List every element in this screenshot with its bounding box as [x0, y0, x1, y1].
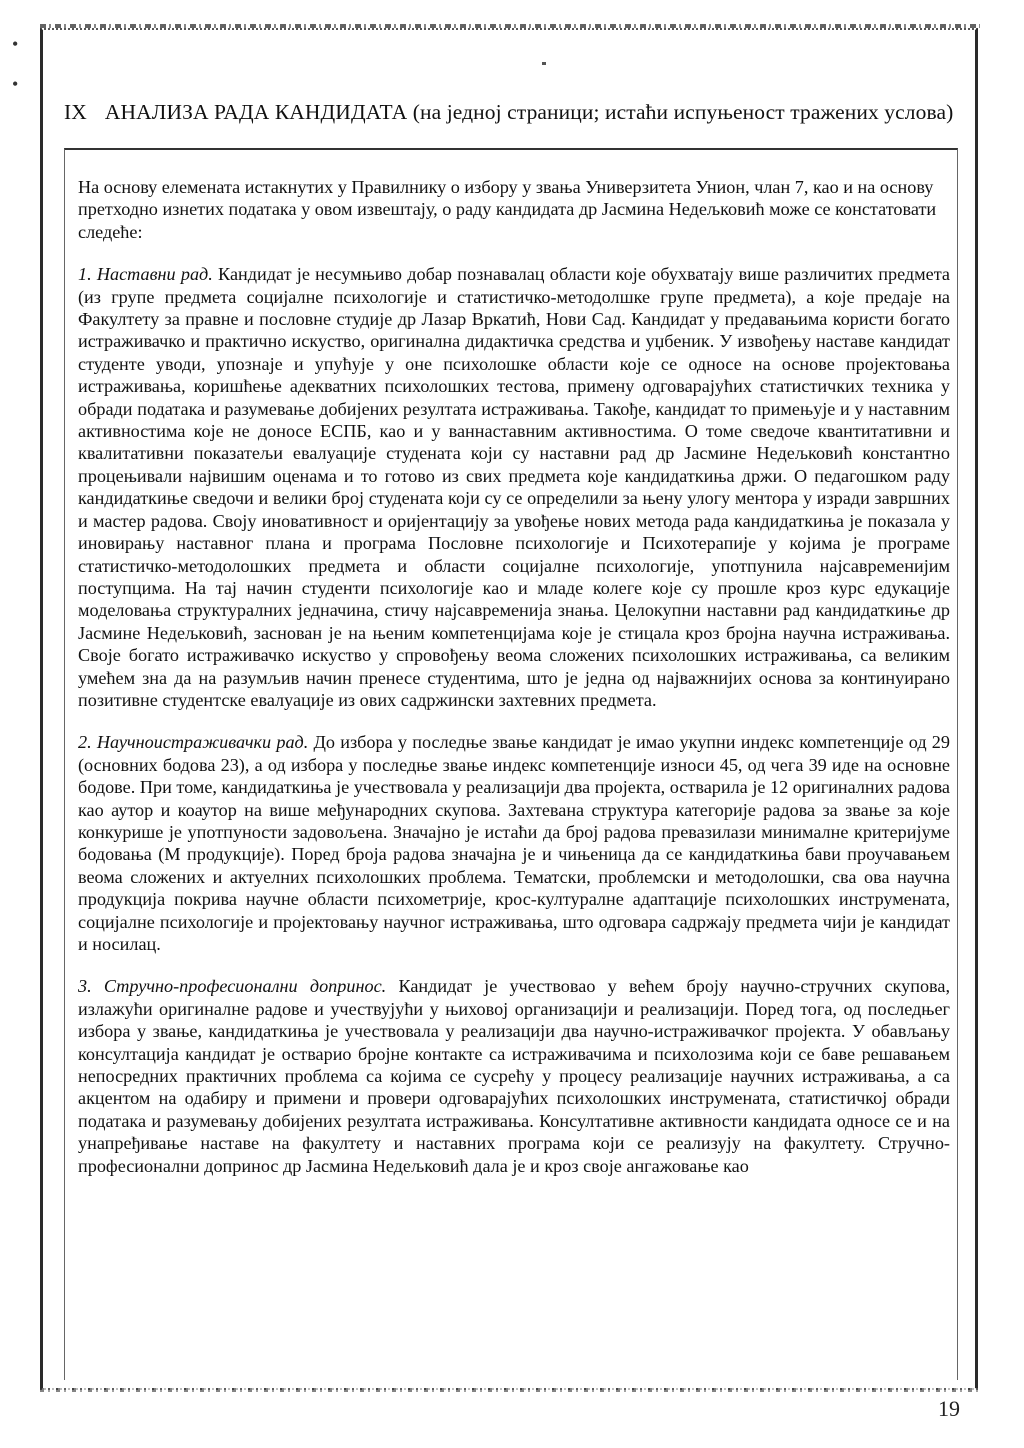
intro-paragraph: На основу елемената истакнутих у Правилнику о избору у звања Универзитета Унион, члан 7, као и на основу претходно изнетих података у овом извештају, о раду кандидата др Јасмина Недељковић може се констатовати следеће: [78, 177, 937, 242]
page-number: 19 [938, 1396, 960, 1421]
scan-smudge [542, 62, 546, 65]
body-text [78, 176, 950, 1177]
teaching-paragraph [78, 263, 950, 711]
professional-body: Кандидат је учествовао у већем броју научно-стручних скупова, излажући оригиналне радове и учествујући у њиховој организацији и реализацији. Поред тога, од последњег избора у звање, кандидаткиња је учествовала у реализацији два научно-истраживачког пројекта. У обављању консултација кандидат је остварио бројне контакте са истраживачима и психолозима који се баве решавањем непосредних практичних проблема са којима се сусрећу у процесу реализације научних истраживања, а са акцентом на одабиру и примени и провери одговарајућих психолошких инструмената, статистичкој обради података и разумевању добијених резултата истраживања. Консултативне активности кандидата односе се и на унапређивање наставе на факултету и наставних програма који се реализују на факултету. Стручно-професионални допринос др Јасмина Недељковић дала је и кроз своје ангажовање као [78, 976, 951, 1176]
section-heading [64, 100, 980, 125]
teaching-body: Кандидат је несумњиво добар познавалац области које обухватају више различитих предмета (из групе предмета социјалне психологије и статистичко-методолшке групе предмета), а које предаје на Факултету за правне и пословне студије др Лазар Вркатић, Нови Сад. Кандидат у предавањима користи богато истраживачко и практично искуство, оригинална дидактичка средства и уџбеник. У извођењу наставе кандидат студенте уводи, упознаје и упућује у оне психолошке области које се односе на основе пројектовања истраживања, коришћење адекватних психолошких тестова, примену одговарајућих статистичких техника у обради података и разумевање добијених резултата истраживања. Такође, кандидат то примењује и у наставним активностима које не доносе ЕСПБ, као и у ваннаставним активностима. О томе сведоче квантитативни и квалитативни показатељи евалуације студената који су наставни рад др Јасмине Недељковић константно процењивали највишим оценама и то готово из свих предмета које кандидаткиња држи. О педагошком раду кандидаткиње сведочи и велики број студената који су се определили за њену улогу ментора у изради завршних и мастер радова. Своју иновативност и оријентацију за увођење нових метода рада кандидаткиња је показала у иновирању наставног плана и програма Пословне психологије и Психотерапије у којима је програме статистичко-методолошких предмета и области социјалне психологије, употпунила најсавременијим поступцима. На тај начин студенти психологије као и младе колеге које су прошле кроз курс едукације моделовања структуралних једначина, стичу најсавременија знања. Целокупни наставни рад кандидаткиње др Јасмине Недељковић, заснован је на њеним компетенцијама које је стицала кроз бројна научна истраживања. Своје богато истраживачко искуство у спровођењу веома сложених психолошких истраживања, са великим умећем зна да на разумљив начин пренесе студентима, што је једна од најважнијих основа за континуирано позитивне студентске евалуације из ових садржински захтевних предмета. [78, 264, 950, 710]
section-title: АНАЛИЗА РАДА КАНДИДАТА (на једној страници; истаћи испуњеност тражених услова) [104, 100, 954, 124]
teaching-title: 1. Наставни рад. [78, 264, 213, 285]
scan-border-bottom [40, 1388, 980, 1392]
research-body: До избора у последње звање кандидат је имао укупни индекс компетенције од 29 (основних бодова 23), а од избора у последње звање индекс компетенције износи 45, од чега 39 иде на основне бодове. При томе, кандидаткиња је учествовала у реализацији два пројекта, остварила је 12 оригиналних радова као аутор и коаутор на више међународних скупова. Захтевана структура категорије радова за звање за које конкурише је употпуности задовољена. Значајно је истаћи да број радова превазилази минималне критеријуме бодовања (М продукције). Поред броја радова значајна је и чињеница да се кандидаткиња бави проучавањем веома сложених и актуелних психолошких проблема. Тематски, проблемски и методолошки, сва ова научна продукција покрива научне области психометрије, крос-културалне адаптације психолошких инструмената, социјалне психологије и пројектовању научног истраживања, што одговара садржају предмета чији је кандидат и носилац. [78, 732, 950, 954]
research-paragraph [78, 731, 950, 955]
scan-mark-second: • [12, 74, 19, 94]
research-title: 2. Научноистраживачки рад. [78, 732, 309, 753]
professional-paragraph [78, 975, 950, 1177]
scan-mark-top: • [12, 34, 19, 54]
professional-title: 3. Стручно-професионални допринос. [78, 976, 387, 997]
section-number: IX [64, 100, 87, 124]
